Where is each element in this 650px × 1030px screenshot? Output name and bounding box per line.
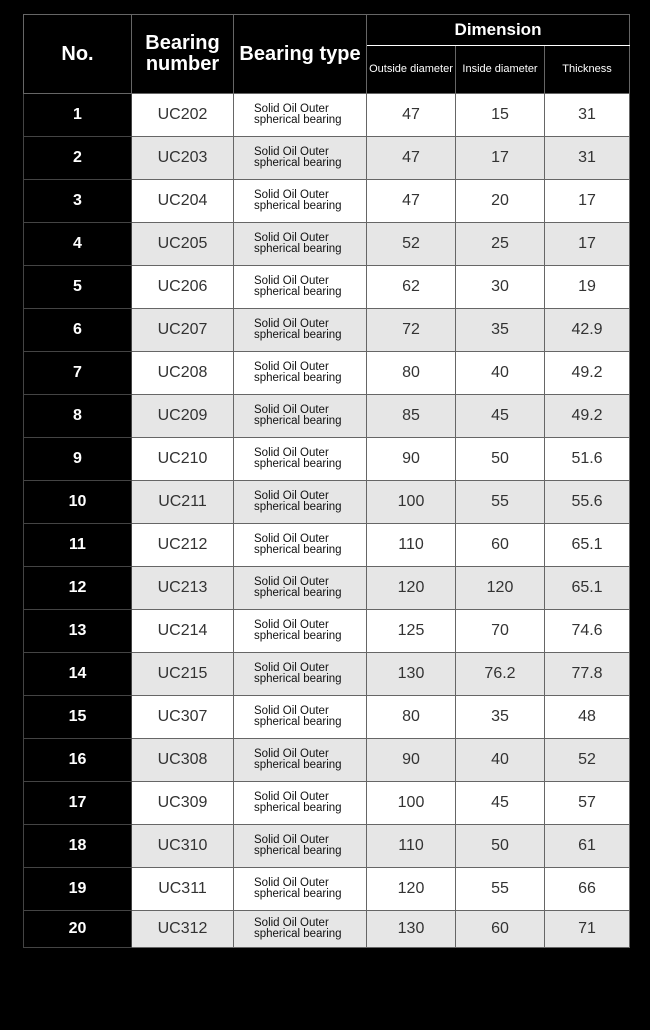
row-number: 9: [24, 438, 132, 481]
row-number: 1: [24, 94, 132, 137]
bearing-number-cell: UC311: [132, 868, 234, 911]
bearing-type-cell: Solid Oil Outer spherical bearing: [234, 481, 367, 524]
bearing-type-cell: Solid Oil Outer spherical bearing: [234, 696, 367, 739]
table-row: [24, 395, 630, 438]
bearing-type-cell: Solid Oil Outer spherical bearing: [234, 223, 367, 266]
bearing-type-cell: Solid Oil Outer spherical bearing: [234, 911, 367, 948]
table-row: [24, 567, 630, 610]
bearing-number-cell: UC204: [132, 180, 234, 223]
bearing-number-cell: UC206: [132, 266, 234, 309]
bearing-type-cell: Solid Oil Outer spherical bearing: [234, 825, 367, 868]
table-row: [24, 309, 630, 352]
thickness-cell: 71: [545, 911, 630, 948]
outside-diameter-cell: 110: [367, 825, 456, 868]
table-row: [24, 180, 630, 223]
inside-diameter-cell: 30: [456, 266, 545, 309]
bearing-number-cell: UC213: [132, 567, 234, 610]
row-number: 5: [24, 266, 132, 309]
inside-diameter-cell: 120: [456, 567, 545, 610]
row-number: 19: [24, 868, 132, 911]
thickness-cell: 19: [545, 266, 630, 309]
outside-diameter-cell: 120: [367, 868, 456, 911]
thickness-cell: 48: [545, 696, 630, 739]
row-number: 17: [24, 782, 132, 825]
bearing-number-cell: UC210: [132, 438, 234, 481]
bearing-number-cell: UC203: [132, 137, 234, 180]
outside-diameter-cell: 130: [367, 911, 456, 948]
bearing-type-cell: Solid Oil Outer spherical bearing: [234, 524, 367, 567]
table-row: [24, 266, 630, 309]
header-inside-diameter: Inside diameter: [456, 46, 545, 94]
bearing-type-cell: Solid Oil Outer spherical bearing: [234, 137, 367, 180]
outside-diameter-cell: 100: [367, 782, 456, 825]
table-row: [24, 352, 630, 395]
inside-diameter-cell: 40: [456, 352, 545, 395]
row-number: 8: [24, 395, 132, 438]
row-number: 18: [24, 825, 132, 868]
thickness-cell: 31: [545, 137, 630, 180]
bearing-number-cell: UC211: [132, 481, 234, 524]
table-row: [24, 137, 630, 180]
table-row: [24, 94, 630, 137]
inside-diameter-cell: 15: [456, 94, 545, 137]
outside-diameter-cell: 72: [367, 309, 456, 352]
bearing-spec-sheet: [23, 14, 629, 948]
table-row: [24, 438, 630, 481]
inside-diameter-cell: 55: [456, 868, 545, 911]
outside-diameter-cell: 110: [367, 524, 456, 567]
bearing-type-cell: Solid Oil Outer spherical bearing: [234, 868, 367, 911]
header-bearing-number: Bearing number: [132, 15, 234, 94]
bearing-number-cell: UC214: [132, 610, 234, 653]
bearing-number-cell: UC215: [132, 653, 234, 696]
row-number: 4: [24, 223, 132, 266]
bearing-number-cell: UC308: [132, 739, 234, 782]
bearing-type-cell: Solid Oil Outer spherical bearing: [234, 180, 367, 223]
bearing-type-cell: Solid Oil Outer spherical bearing: [234, 395, 367, 438]
header-dimension: Dimension: [367, 15, 630, 46]
outside-diameter-cell: 120: [367, 567, 456, 610]
header-thickness: Thickness: [545, 46, 630, 94]
inside-diameter-cell: 70: [456, 610, 545, 653]
inside-diameter-cell: 40: [456, 739, 545, 782]
inside-diameter-cell: 50: [456, 825, 545, 868]
table-row: [24, 696, 630, 739]
row-number: 6: [24, 309, 132, 352]
thickness-cell: 52: [545, 739, 630, 782]
bearing-number-cell: UC312: [132, 911, 234, 948]
inside-diameter-cell: 45: [456, 782, 545, 825]
thickness-cell: 61: [545, 825, 630, 868]
inside-diameter-cell: 55: [456, 481, 545, 524]
outside-diameter-cell: 90: [367, 739, 456, 782]
bearing-type-cell: Solid Oil Outer spherical bearing: [234, 309, 367, 352]
table-row: [24, 481, 630, 524]
bearing-number-cell: UC202: [132, 94, 234, 137]
thickness-cell: 49.2: [545, 352, 630, 395]
header-bearing-type: Bearing type: [234, 15, 367, 94]
row-number: 16: [24, 739, 132, 782]
table-row: [24, 782, 630, 825]
bearing-number-cell: UC205: [132, 223, 234, 266]
bearing-type-cell: Solid Oil Outer spherical bearing: [234, 352, 367, 395]
outside-diameter-cell: 80: [367, 696, 456, 739]
row-number: 2: [24, 137, 132, 180]
table-row: [24, 739, 630, 782]
inside-diameter-cell: 45: [456, 395, 545, 438]
bearing-number-cell: UC208: [132, 352, 234, 395]
row-number: 11: [24, 524, 132, 567]
table-header: [24, 15, 630, 94]
inside-diameter-cell: 60: [456, 911, 545, 948]
thickness-cell: 57: [545, 782, 630, 825]
row-number: 3: [24, 180, 132, 223]
bearing-number-cell: UC309: [132, 782, 234, 825]
bearing-type-cell: Solid Oil Outer spherical bearing: [234, 610, 367, 653]
inside-diameter-cell: 25: [456, 223, 545, 266]
thickness-cell: 31: [545, 94, 630, 137]
thickness-cell: 65.1: [545, 567, 630, 610]
row-number: 12: [24, 567, 132, 610]
table-row: [24, 825, 630, 868]
header-no: No.: [24, 15, 132, 94]
thickness-cell: 74.6: [545, 610, 630, 653]
thickness-cell: 17: [545, 223, 630, 266]
outside-diameter-cell: 100: [367, 481, 456, 524]
outside-diameter-cell: 90: [367, 438, 456, 481]
row-number: 14: [24, 653, 132, 696]
table-row: [24, 868, 630, 911]
bearing-number-cell: UC307: [132, 696, 234, 739]
bearing-type-cell: Solid Oil Outer spherical bearing: [234, 567, 367, 610]
bearing-table: [23, 14, 630, 948]
outside-diameter-cell: 80: [367, 352, 456, 395]
thickness-cell: 42.9: [545, 309, 630, 352]
outside-diameter-cell: 85: [367, 395, 456, 438]
inside-diameter-cell: 60: [456, 524, 545, 567]
bearing-type-cell: Solid Oil Outer spherical bearing: [234, 438, 367, 481]
inside-diameter-cell: 20: [456, 180, 545, 223]
row-number: 20: [24, 911, 132, 948]
thickness-cell: 55.6: [545, 481, 630, 524]
thickness-cell: 66: [545, 868, 630, 911]
row-number: 15: [24, 696, 132, 739]
header-outside-diameter: Outside diameter: [367, 46, 456, 94]
table-row: [24, 524, 630, 567]
inside-diameter-cell: 35: [456, 309, 545, 352]
bearing-type-cell: Solid Oil Outer spherical bearing: [234, 782, 367, 825]
outside-diameter-cell: 47: [367, 137, 456, 180]
bearing-type-cell: Solid Oil Outer spherical bearing: [234, 739, 367, 782]
bearing-type-cell: Solid Oil Outer spherical bearing: [234, 653, 367, 696]
bearing-type-cell: Solid Oil Outer spherical bearing: [234, 94, 367, 137]
outside-diameter-cell: 62: [367, 266, 456, 309]
outside-diameter-cell: 47: [367, 94, 456, 137]
row-number: 7: [24, 352, 132, 395]
table-row: [24, 610, 630, 653]
thickness-cell: 49.2: [545, 395, 630, 438]
bearing-number-cell: UC310: [132, 825, 234, 868]
table-body: [24, 94, 630, 948]
table-row: [24, 911, 630, 948]
thickness-cell: 77.8: [545, 653, 630, 696]
table-row: [24, 653, 630, 696]
thickness-cell: 51.6: [545, 438, 630, 481]
thickness-cell: 65.1: [545, 524, 630, 567]
inside-diameter-cell: 35: [456, 696, 545, 739]
outside-diameter-cell: 125: [367, 610, 456, 653]
outside-diameter-cell: 130: [367, 653, 456, 696]
inside-diameter-cell: 50: [456, 438, 545, 481]
outside-diameter-cell: 47: [367, 180, 456, 223]
bearing-type-cell: Solid Oil Outer spherical bearing: [234, 266, 367, 309]
bearing-number-cell: UC209: [132, 395, 234, 438]
table-row: [24, 223, 630, 266]
thickness-cell: 17: [545, 180, 630, 223]
row-number: 13: [24, 610, 132, 653]
row-number: 10: [24, 481, 132, 524]
inside-diameter-cell: 17: [456, 137, 545, 180]
bearing-number-cell: UC212: [132, 524, 234, 567]
inside-diameter-cell: 76.2: [456, 653, 545, 696]
outside-diameter-cell: 52: [367, 223, 456, 266]
bearing-number-cell: UC207: [132, 309, 234, 352]
